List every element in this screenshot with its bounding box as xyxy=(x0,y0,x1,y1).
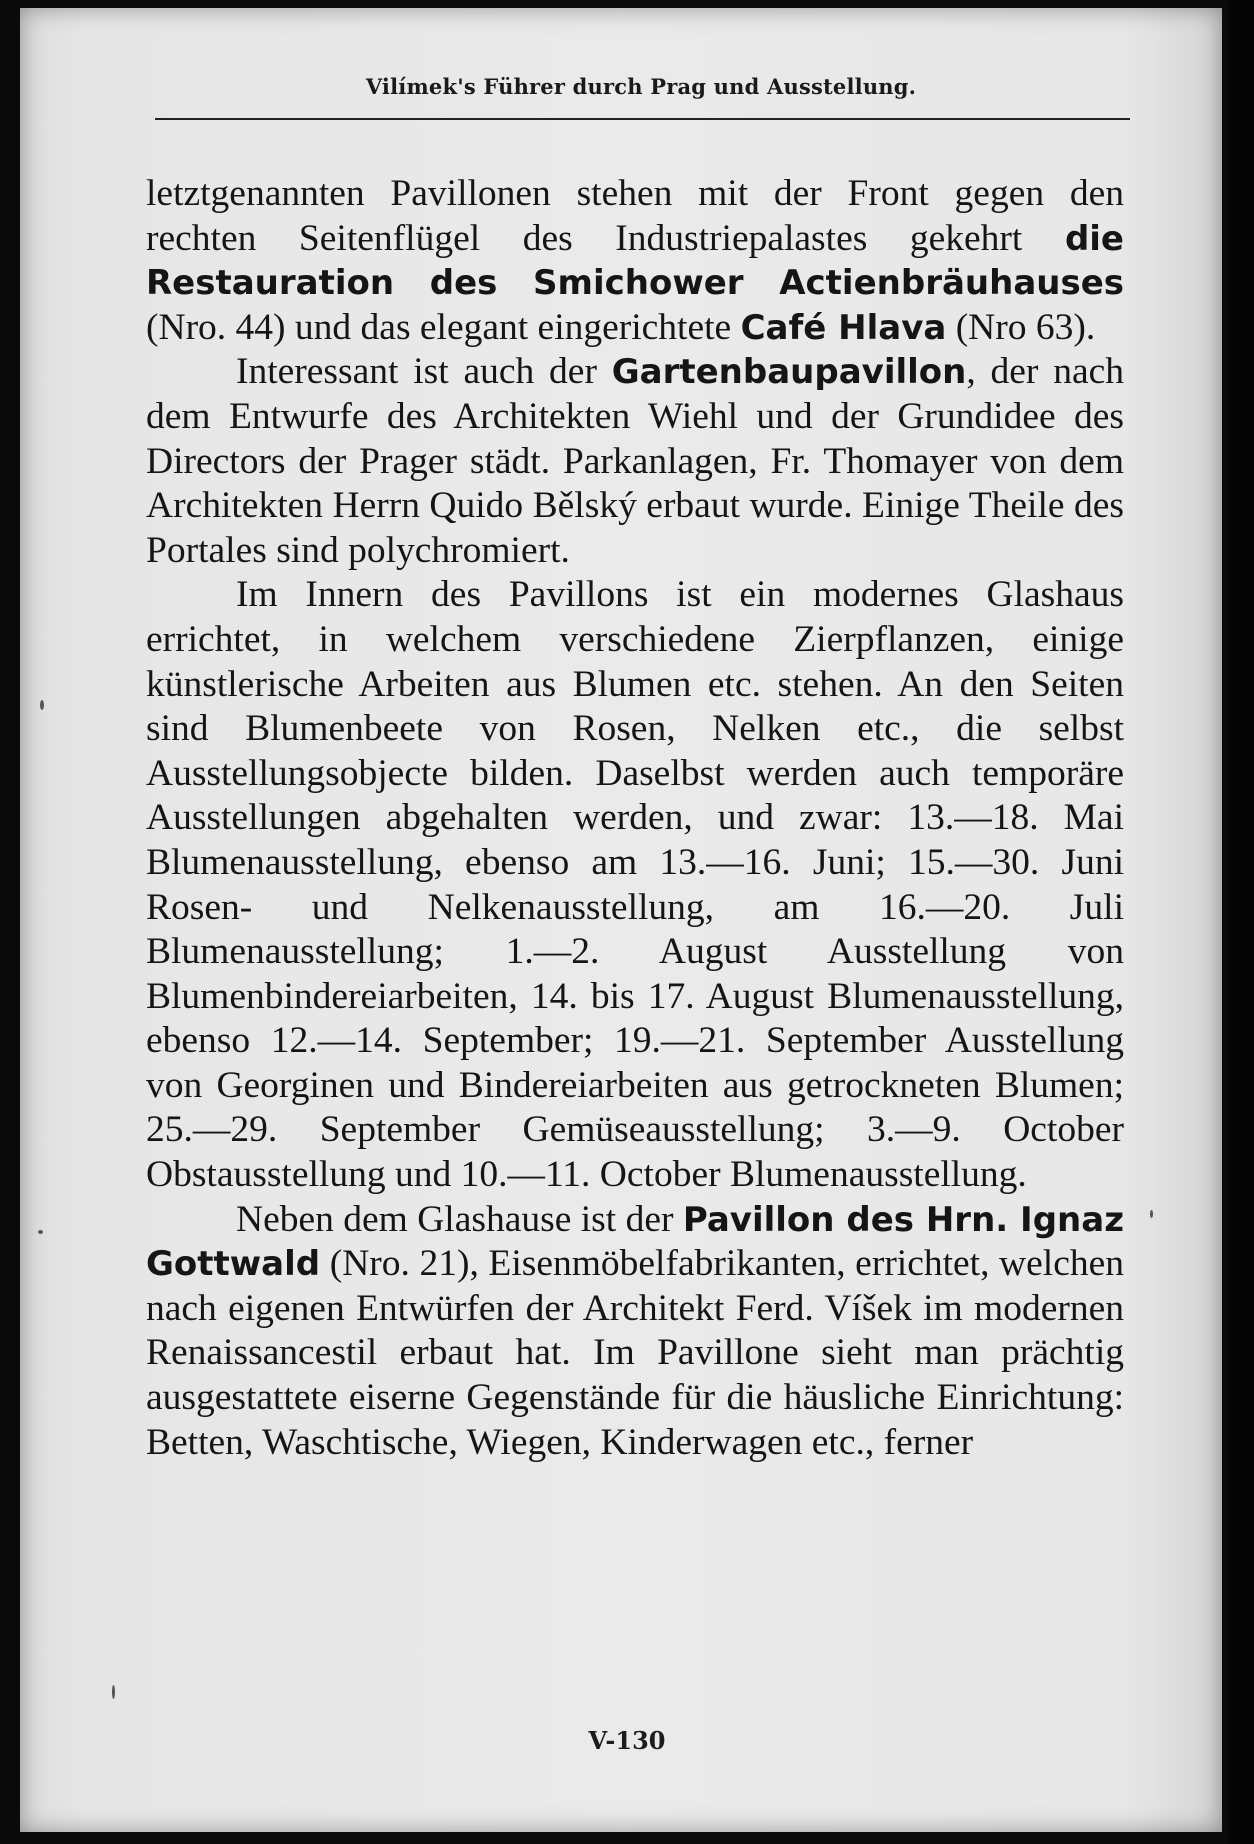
paper-speck xyxy=(1150,1210,1153,1218)
text-run: letztgenannten Pavillonen stehen mit der Front gegen den rechten Seitenflügel des Industriepalastes gekehrt xyxy=(146,173,1124,259)
paragraph-1 xyxy=(146,172,1124,350)
text-run: Neben dem Glashause ist der xyxy=(236,1198,683,1240)
paper-speck xyxy=(40,700,44,710)
header-rule xyxy=(155,118,1130,120)
bold-run: die Restauration des Smichower Actienbräuhauses xyxy=(146,218,1124,304)
bold-run: Pavillon des Hrn. Ignaz Gottwald xyxy=(146,1199,1124,1285)
bold-run: Café Hlava xyxy=(740,307,947,348)
text-run: Interessant ist auch der xyxy=(236,351,612,393)
page-number: V-130 xyxy=(588,1726,666,1755)
paper-speck xyxy=(112,1685,115,1699)
running-header: Vilímek's Führer durch Prag und Ausstellung. xyxy=(365,74,917,99)
text-run: (Nro. 21), Eisenmöbelfabrikanten, errichtet, welchen nach eigenen Entwürfen der Architekt Ferd. Víšek im modernen Renaissancestil erbaut hat. Im Pavillone sieht man prächtig ausgestattete eiserne Gegenstände für die häusliche Einrichtung: Betten, Waschtische, Wiegen, Kinderwagen etc., ferner xyxy=(146,1243,1124,1463)
body-text xyxy=(146,172,1124,1465)
bold-run: Gartenbaupavillon xyxy=(611,352,967,393)
paper-speck xyxy=(38,1230,43,1234)
text-run: Im Innern des Pavillons ist ein modernes Glashaus errichtet, in welchem verschiedene Zierpflanzen, einige künstlerische Arbeiten aus Blumen etc. stehen. An den Seiten sind Blumenbeete von Rosen, Nelken etc., die selbst Ausstellungsobjecte bilden. Daselbst werden auch temporäre Ausstellungen abgehalten werden, und zwar: 13.—18. Mai Blumenausstellung, ebenso am 13.—16. Juni; 15.—30. Juni Rosen- und Nelkenausstellung, am 16.—20. Juli Blumenausstellung; 1.—2. August Ausstellung von Blumenbindereiarbeiten, 14. bis 17. August Blumenausstellung, ebenso 12.—14. September; 19.—21. September Ausstellung von Georginen und Bindereiarbeiten aus getrockneten Blumen; 25.—29. September Gemüseausstellung; 3.—9. October Obstausstellung und 10.—11. October Blumenausstellung. xyxy=(146,574,1124,1196)
text-run: (Nro 63). xyxy=(946,306,1096,348)
text-run: (Nro. 44) und das elegant eingerichtete xyxy=(146,306,741,348)
paragraph-2 xyxy=(146,350,1124,573)
text-run: , der nach dem Entwurfe des Architekten Wiehl und der Grundidee des Directors der Prager städt. Parkanlagen, Fr. Thomayer von dem Architekten Herrn Quido Bělský erbaut wurde. Einige Theile des Portales sind polychromiert. xyxy=(146,351,1124,571)
paragraph-4 xyxy=(146,1198,1124,1466)
paragraph-3 xyxy=(146,573,1124,1197)
page-edge-shadow xyxy=(1228,0,1254,1844)
